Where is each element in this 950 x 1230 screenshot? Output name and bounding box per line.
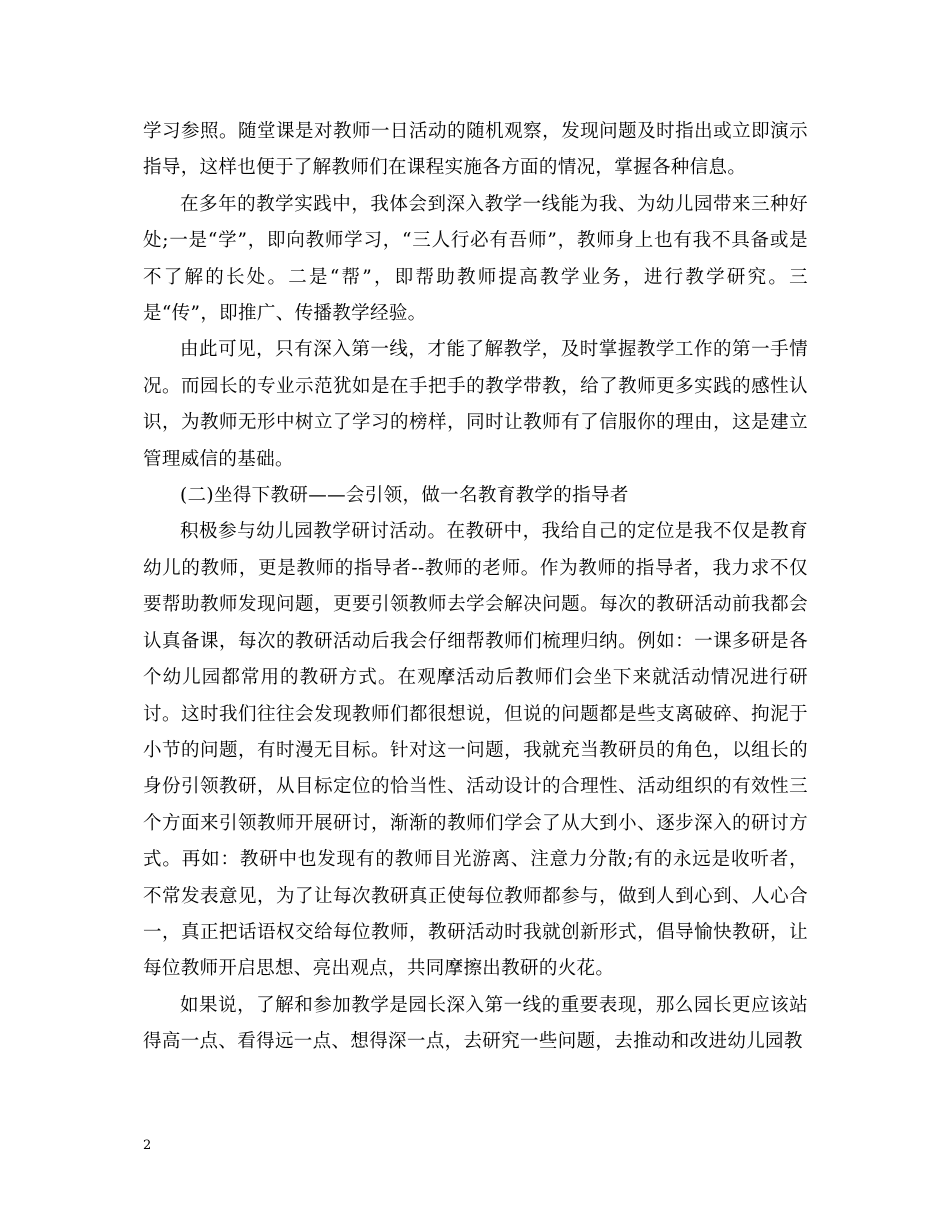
paragraph-2: 在多年的教学实践中，我体会到深入教学一线能为我、为幼儿园带来三种好处;一是“学”，即向教师学习，“三人行必有吾师”，教师身上也有我不具备或是不了解的长处。二是“帮”，即帮助教师提高教学业务，进行教学研究。三是“传”，即推广、传播教学经验。: [143, 193, 808, 325]
paragraph-5: 如果说，了解和参加教学是园长深入第一线的重要表现，那么园长更应该站得高一点、看得远一点、想得深一点，去研究一些问题，去推动和改进幼儿园教: [143, 994, 808, 1053]
body-text: [143, 114, 808, 1061]
paragraph-3: 由此可见，只有深入第一线，才能了解教学，及时掌握教学工作的第一手情况。而园长的专业示范犹如是在手把手的教学带教，给了教师更多实践的感性认识，为教师无形中树立了学习的榜样，同时让教师有了信服你的理由，这是建立管理威信的基础。: [143, 339, 808, 470]
section-heading: (二)坐得下教研——会引领，做一名教育教学的指导者: [180, 485, 629, 507]
paragraph-4: 积极参与幼儿园教学研讨活动。在教研中，我给自己的定位是我不仅是教育幼儿的教师，更是教师的指导者--教师的老师。作为教师的指导者，我力求不仅要帮助教师发现问题，更要引领教师去学会解决问题。每次的教研活动前我都会认真备课，每次的教研活动后我会仔细帮教师们梳理归纳。例如：一课多研是各个幼儿园都常用的教研方式。在观摩活动后教师们会坐下来就活动情况进行研讨。这时我们往往会发现教师们都很想说，但说的问题都是些支离破碎、拘泥于小节的问题，有时漫无目标。针对这一问题，我就充当教研员的角色，以组长的身份引领教研，从目标定位的恰当性、活动设计的合理性、活动组织的有效性三个方面来引领教师开展研讨，渐渐的教师们学会了从大到小、逐步深入的研讨方式。再如：教研中也发现有的教师目光游离、注意力分散;有的永远是收听者，不常发表意见，为了让每次教研真正使每位教师都参与，做到人到心到、人心合一，真正把话语权交给每位教师，教研活动时我就创新形式，倡导愉快教研，让每位教师开启思想、亮出观点，共同摩擦出教研的火花。: [143, 521, 808, 980]
paragraph-1: 学习参照。随堂课是对教师一日活动的随机观察，发现问题及时指出或立即演示指导，这样也便于了解教师们在课程实施各方面的情况，掌握各种信息。: [143, 121, 808, 179]
page-number: 2: [143, 1138, 152, 1153]
